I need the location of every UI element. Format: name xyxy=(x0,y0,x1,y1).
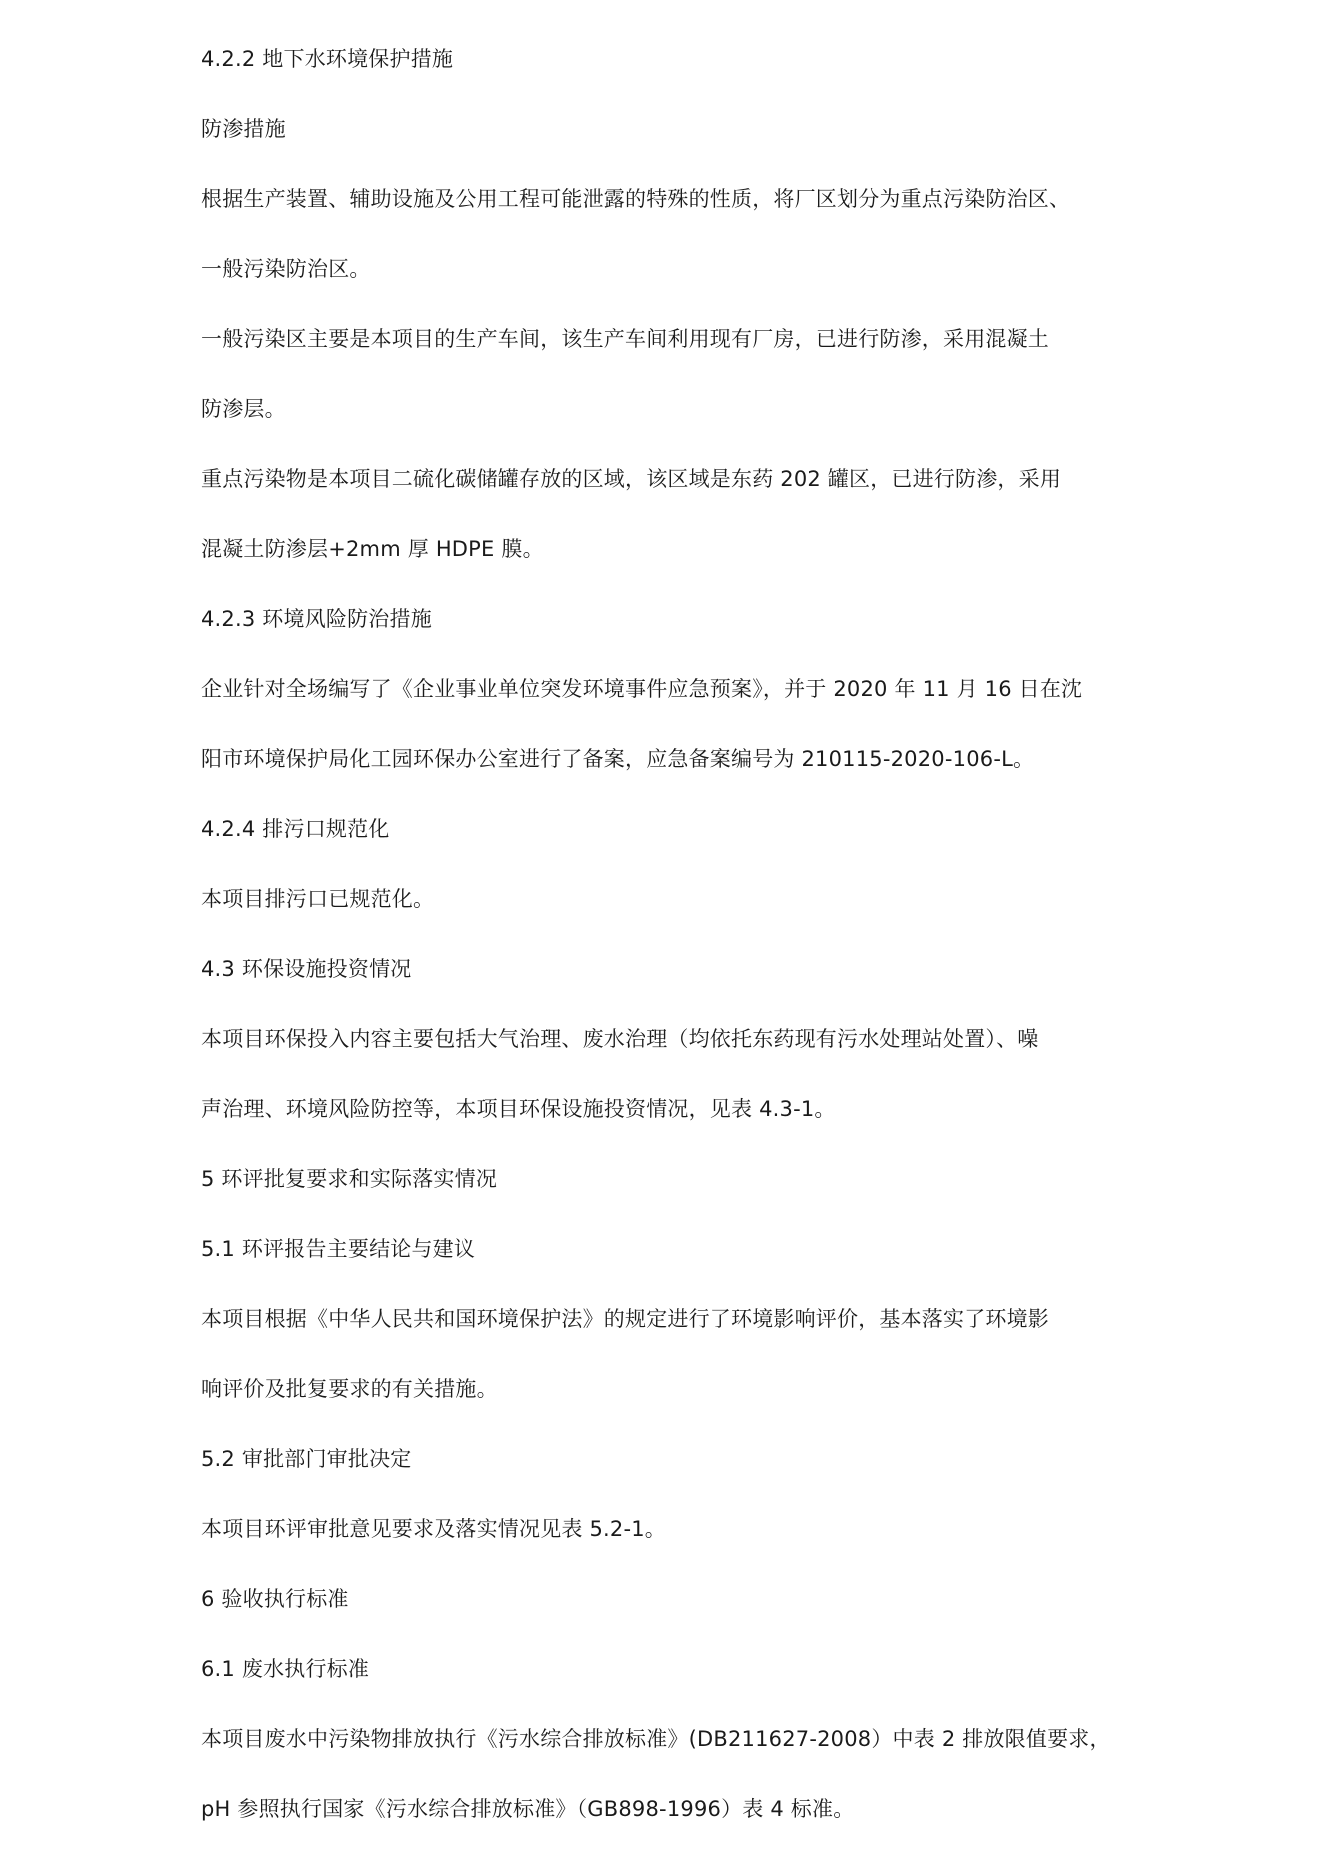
paragraph-line: 本项目环评审批意见要求及落实情况见表 5.2-1。 xyxy=(201,1517,667,1541)
heading-4-3: 4.3 环保设施投资情况 xyxy=(201,957,412,981)
paragraph-line: 混凝土防渗层+2mm 厚 HDPE 膜。 xyxy=(201,537,544,561)
paragraph-line: 根据生产装置、辅助设施及公用工程可能泄露的特殊的性质，将厂区划分为重点污染防治区、 xyxy=(201,187,1071,211)
paragraph-line: 阳市环境保护局化工园环保办公室进行了备案，应急备案编号为 210115-2020-106-L。 xyxy=(201,747,1035,771)
paragraph-line: 本项目废水中污染物排放执行《污水综合排放标准》(DB211627-2008）中表 2 排放限值要求， xyxy=(201,1727,1111,1751)
heading-4-2-2: 4.2.2 地下水环境保护措施 xyxy=(201,47,454,71)
paragraph-line: 本项目根据《中华人民共和国环境保护法》的规定进行了环境影响评价，基本落实了环境影 xyxy=(201,1307,1049,1331)
paragraph-line: 本项目环保投入内容主要包括大气治理、废水治理（均依托东药现有污水处理站处置）、噪 xyxy=(201,1027,1039,1051)
heading-6-1: 6.1 废水执行标准 xyxy=(201,1657,370,1681)
paragraph-line: 重点污染物是本项目二硫化碳储罐存放的区域，该区域是东药 202 罐区，已进行防渗，采用 xyxy=(201,467,1062,491)
paragraph-line: 企业针对全场编写了《企业事业单位突发环境事件应急预案》，并于 2020 年 11 月 16 日在沈 xyxy=(201,677,1083,701)
paragraph-line: 响评价及批复要求的有关措施。 xyxy=(201,1377,498,1401)
subheading-anti-seepage: 防渗措施 xyxy=(201,117,286,141)
heading-4-2-4: 4.2.4 排污口规范化 xyxy=(201,817,390,841)
paragraph-line: pH 参照执行国家《污水综合排放标准》（GB898-1996）表 4 标准。 xyxy=(201,1797,855,1821)
paragraph-line: 本项目排污口已规范化。 xyxy=(201,887,435,911)
paragraph-line: 声治理、环境风险防控等，本项目环保设施投资情况，见表 4.3-1。 xyxy=(201,1097,836,1121)
heading-6: 6 验收执行标准 xyxy=(201,1587,349,1611)
paragraph-line: 一般污染防治区。 xyxy=(201,257,371,281)
heading-5: 5 环评批复要求和实际落实情况 xyxy=(201,1167,498,1191)
heading-5-1: 5.1 环评报告主要结论与建议 xyxy=(201,1237,476,1261)
heading-4-2-3: 4.2.3 环境风险防治措施 xyxy=(201,607,432,631)
paragraph-line: 一般污染区主要是本项目的生产车间，该生产车间利用现有厂房，已进行防渗，采用混凝土 xyxy=(201,327,1049,351)
heading-5-2: 5.2 审批部门审批决定 xyxy=(201,1447,412,1471)
paragraph-line: 防渗层。 xyxy=(201,397,286,421)
